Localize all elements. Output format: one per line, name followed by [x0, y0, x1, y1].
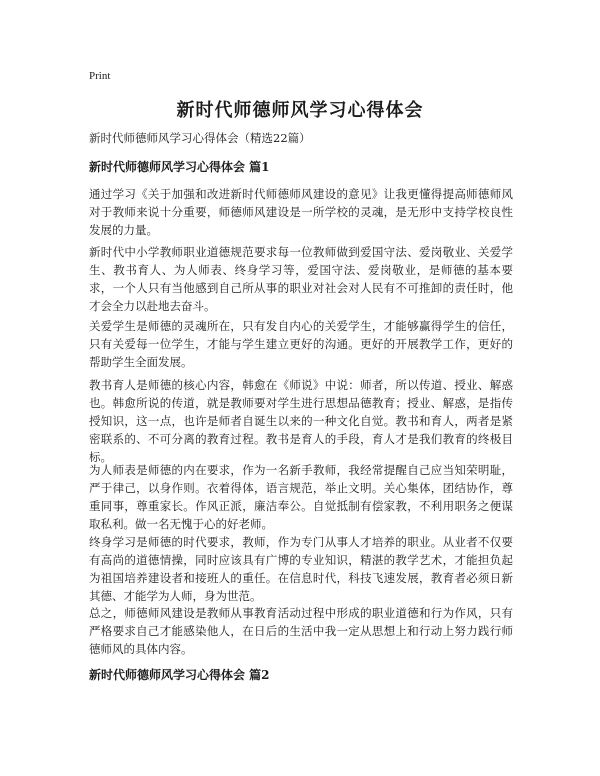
paragraph-5: 为人师表是师德的内在要求，作为一名新手教师，我经常提醒自己应当知荣明耻，严于律己，以身作则。衣着得体，语言规范，举止文明。关心集体，团结协作，尊重同事，尊重家长。作风正派，廉洁奉公。自觉抵制有偿家教，不利用职务之便谋取私利。做一名无愧于心的好老师。 [89, 463, 513, 531]
print-link[interactable]: Print [89, 70, 111, 82]
paragraph-6: 终身学习是师德的时代要求，教师，作为专门从事人才培养的职业。从业者不仅要有高尚的道德情操，同时应该具有广博的专业知识，精湛的教学艺术，才能担负起为祖国培养建设者和接班人的重任。在信息时代，科技飞速发展，教育者必须日新其德、才能学为人师，身为世范。 [89, 535, 513, 603]
paragraph-7: 总之，师德师风建设是教师从事教育活动过程中形成的职业道德和行为作风，只有严格要求自己才能感染他人，在日后的生活中我一定从思想上和行动上努力践行师德师风的具体内容。 [89, 606, 513, 656]
paragraph-1: 通过学习《关于加强和改进新时代师德师风建设的意见》让我更懂得提高师德师风对于教师来说十分重要，师德师风建设是一所学校的灵魂，是无形中支持学校良性发展的力量。 [89, 187, 513, 237]
document-subtitle: 新时代师德师风学习心得体会（精选22篇） [89, 131, 311, 145]
paragraph-4: 教书育人是师德的核心内容，韩愈在《师说》中说：师者，所以传道、授业、解惑也。韩愈所说的传道，就是教师要对学生进行思想品德教育；授业、解惑，是指传授知识，这一点，也许是师者自诞生以来的一种文化自觉。教书和育人，两者是紧密联系的、不可分离的教育过程。教书是育人的手段，育人才是我们教育的终极目标。 [89, 378, 513, 464]
section-heading-2: 新时代师德师风学习心得体会 篇2 [89, 668, 270, 682]
paragraph-2: 新时代中小学教师职业道德规范要求每一位教师做到爱国守法、爱岗敬业、关爱学生、教书育人、为人师表、终身学习等，爱国守法、爱岗敬业，是师德的基本要求，一个人只有当他感到自己所从事的职业对社会对人民有不可推卸的责任时，他才会全力以赴地去奋斗。 [89, 245, 513, 313]
paragraph-3: 关爱学生是师德的灵魂所在，只有发自内心的关爱学生，才能够赢得学生的信任，只有关爱每一位学生，才能与学生建立更好的沟通。更好的开展教学工作，更好的帮助学生全面发展。 [89, 319, 513, 369]
section-heading-1: 新时代师德师风学习心得体会 篇1 [89, 160, 270, 174]
document-title: 新时代师德师风学习心得体会 [176, 100, 424, 121]
